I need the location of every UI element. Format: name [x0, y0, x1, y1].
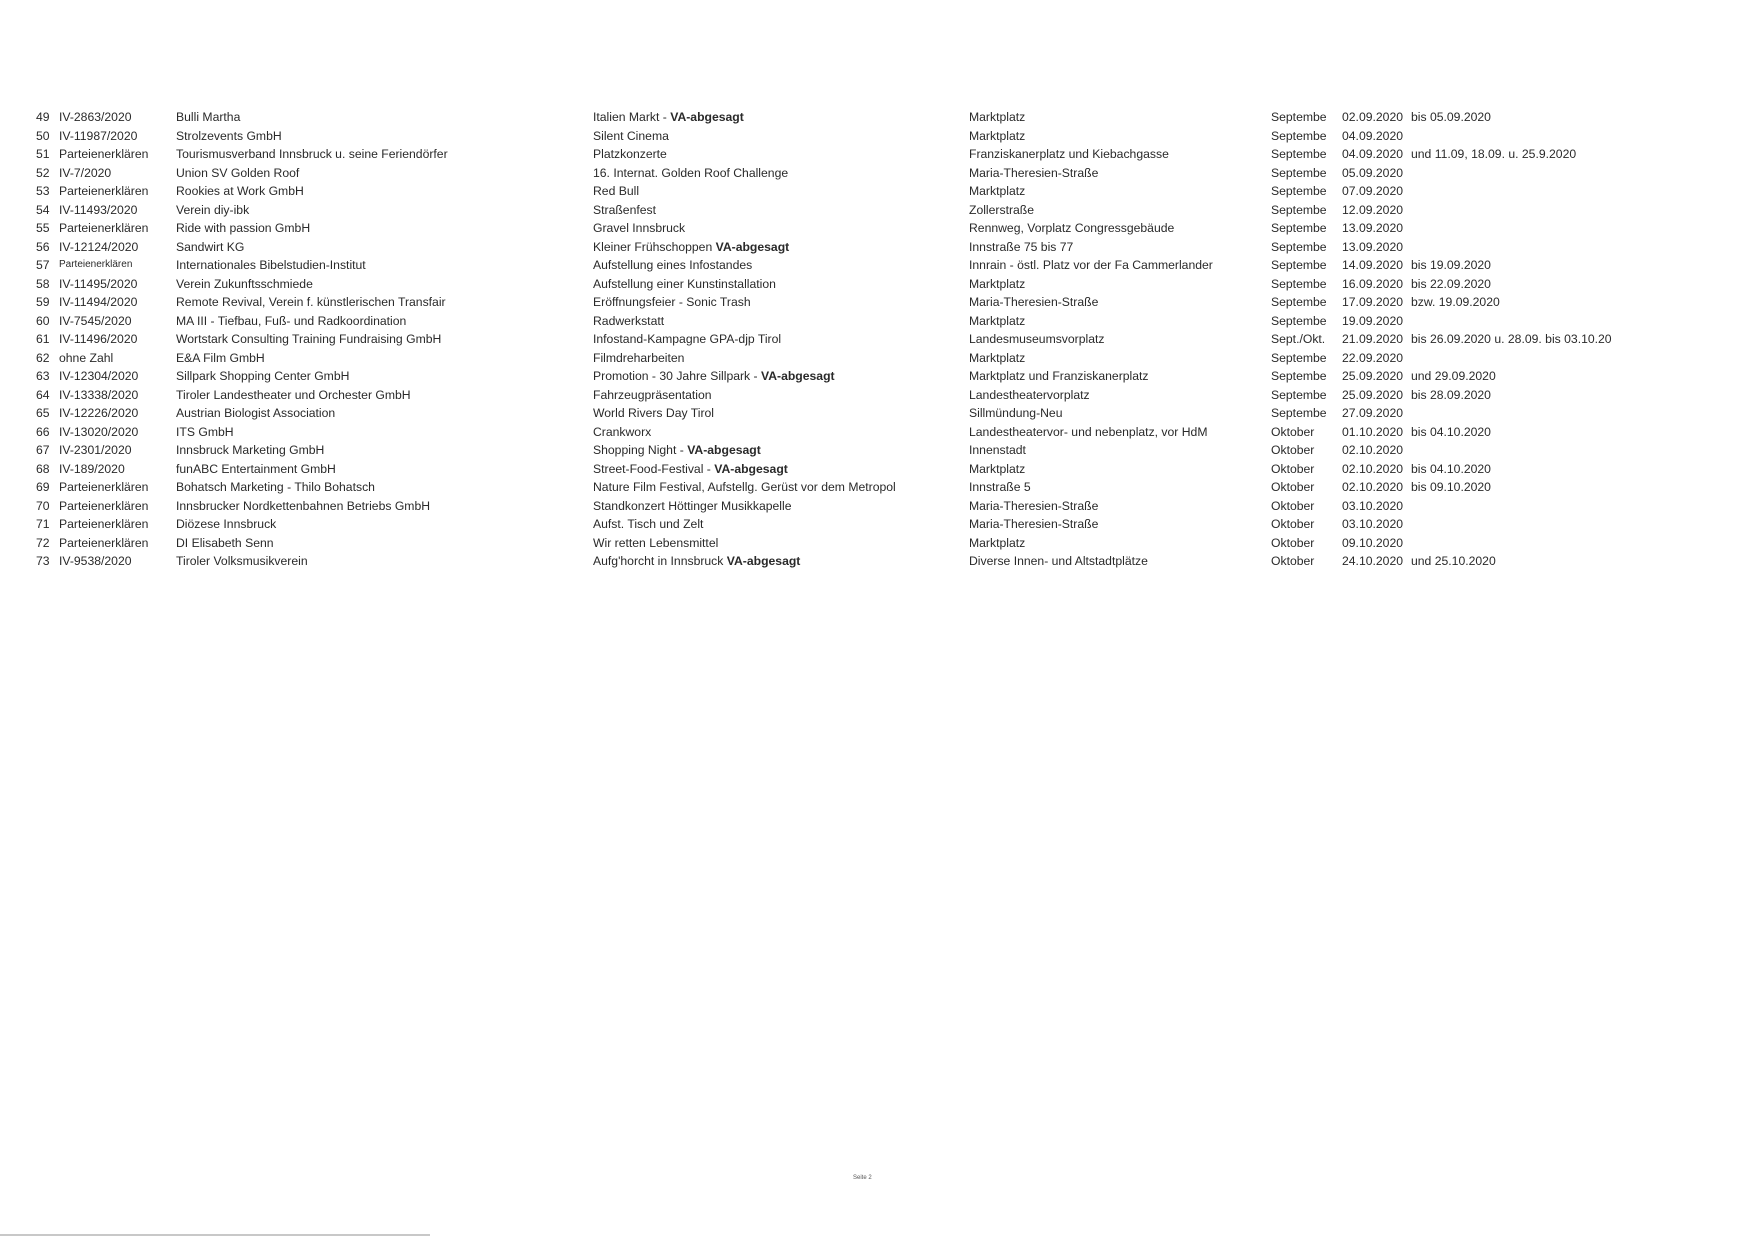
- event-table: [36, 108, 1736, 571]
- table-row: [36, 349, 1736, 368]
- file-number: Parteienerklären: [59, 147, 149, 161]
- month: Septembe: [1271, 128, 1327, 143]
- table-row: [36, 330, 1736, 349]
- location: Innenstadt: [969, 443, 1026, 457]
- event-name: Aufst. Tisch und Zelt: [593, 517, 704, 531]
- event-name: Infostand-Kampagne GPA-djp Tirol: [593, 332, 782, 346]
- month: Septembe: [1271, 239, 1327, 254]
- location: Marktplatz: [969, 184, 1026, 198]
- location: Marktplatz: [969, 276, 1026, 291]
- location: Diverse Innen- und Altstadtplätze: [969, 554, 1148, 568]
- table-row: [36, 238, 1736, 257]
- organizer: Ride with passion GmbH: [176, 221, 311, 235]
- start-date: 03.10.2020: [1342, 498, 1403, 513]
- start-date: 16.09.2020: [1342, 276, 1403, 291]
- file-number: IV-189/2020: [59, 461, 125, 476]
- location: Marktplatz: [969, 110, 1026, 124]
- start-date: 21.09.2020: [1342, 332, 1403, 346]
- file-number: IV-2863/2020: [59, 110, 132, 124]
- month: Septembe: [1271, 295, 1327, 309]
- row-number: 57: [36, 258, 50, 272]
- file-number: IV-12226/2020: [59, 406, 139, 420]
- date-extra: bis 04.10.2020: [1411, 424, 1491, 439]
- start-date: 25.09.2020: [1342, 387, 1403, 402]
- event-name: Eröffnungsfeier - Sonic Trash: [593, 295, 751, 309]
- cancelled-label: VA-abgesagt: [714, 461, 788, 476]
- file-number: IV-13020/2020: [59, 424, 139, 439]
- month: Septembe: [1271, 184, 1327, 198]
- location: Innrain - östl. Platz vor der Fa Cammerlander: [969, 258, 1213, 272]
- location: Marktplatz: [969, 535, 1026, 550]
- file-number: Parteienerklären: [59, 259, 133, 270]
- event-name: Aufstellung eines Infostandes: [593, 258, 753, 272]
- row-number: 52: [36, 165, 50, 180]
- location: Maria-Theresien-Straße: [969, 295, 1099, 309]
- row-number: 50: [36, 128, 50, 143]
- month: Oktober: [1271, 498, 1315, 513]
- file-number: IV-11496/2020: [59, 332, 138, 346]
- table-row: [36, 367, 1736, 386]
- cancelled-label: VA-abgesagt: [670, 110, 744, 124]
- file-number: IV-12124/2020: [59, 239, 139, 254]
- month: Oktober: [1271, 554, 1315, 568]
- file-number: IV-13338/2020: [59, 387, 139, 402]
- location: Marktplatz: [969, 128, 1026, 143]
- file-number: Parteienerklären: [59, 221, 149, 235]
- table-row: [36, 201, 1736, 220]
- row-number: 55: [36, 221, 50, 235]
- month: Septembe: [1271, 350, 1327, 365]
- event-name: [593, 441, 761, 460]
- event-name: Standkonzert Höttinger Musikkapelle: [593, 498, 792, 513]
- month: Septembe: [1271, 110, 1327, 124]
- date-extra: bzw. 19.09.2020: [1411, 295, 1500, 309]
- organizer: DI Elisabeth Senn: [176, 535, 274, 550]
- event-name-text: Shopping Night -: [593, 443, 688, 457]
- event-name: [593, 460, 788, 479]
- file-number: IV-2301/2020: [59, 443, 132, 457]
- event-name: Silent Cinema: [593, 128, 669, 143]
- organizer: E&A Film GmbH: [176, 350, 265, 365]
- table-row: [36, 145, 1736, 164]
- month: Septembe: [1271, 369, 1327, 383]
- location: Sillmündung-Neu: [969, 406, 1063, 420]
- location: Marktplatz: [969, 313, 1026, 328]
- event-name: Radwerkstatt: [593, 313, 665, 328]
- date-extra: bis 28.09.2020: [1411, 387, 1491, 402]
- table-row: [36, 219, 1736, 238]
- file-number: IV-9538/2020: [59, 554, 132, 568]
- row-number: 66: [36, 424, 50, 439]
- file-number: IV-11987/2020: [59, 128, 138, 143]
- event-name-text: Italien Markt -: [593, 110, 671, 124]
- row-number: 56: [36, 239, 50, 254]
- row-number: 51: [36, 147, 50, 161]
- month: Septembe: [1271, 276, 1327, 291]
- event-name: Red Bull: [593, 184, 640, 198]
- row-number: 73: [36, 554, 50, 568]
- event-name: Crankworx: [593, 424, 652, 439]
- file-number: IV-11493/2020: [59, 202, 138, 217]
- row-number: 68: [36, 461, 50, 476]
- event-name-text: Promotion - 30 Jahre Sillpark -: [593, 369, 761, 383]
- date-extra: bis 19.09.2020: [1411, 258, 1491, 272]
- start-date: 19.09.2020: [1342, 313, 1403, 328]
- month: Oktober: [1271, 480, 1315, 494]
- location: Innstraße 5: [969, 480, 1031, 494]
- month: Septembe: [1271, 147, 1327, 161]
- table-row: [36, 256, 1736, 275]
- month: Septembe: [1271, 387, 1327, 402]
- file-number: IV-7545/2020: [59, 313, 132, 328]
- organizer: Tiroler Volksmusikverein: [176, 554, 308, 568]
- location: Marktplatz: [969, 350, 1026, 365]
- event-name: Aufstellung einer Kunstinstallation: [593, 276, 776, 291]
- table-row: [36, 460, 1736, 479]
- organizer: Diözese Innsbruck: [176, 517, 277, 531]
- start-date: 22.09.2020: [1342, 350, 1403, 365]
- location: Innstraße 75 bis 77: [969, 239, 1074, 254]
- location: Maria-Theresien-Straße: [969, 498, 1099, 513]
- start-date: 25.09.2020: [1342, 369, 1403, 383]
- table-row: [36, 127, 1736, 146]
- table-row: [36, 312, 1736, 331]
- month: Septembe: [1271, 406, 1327, 420]
- row-number: 49: [36, 110, 50, 124]
- file-number: IV-11495/2020: [59, 276, 138, 291]
- date-extra: und 29.09.2020: [1411, 369, 1496, 383]
- event-name-text: Aufg'horcht in Innsbruck: [593, 554, 727, 568]
- file-number: Parteienerklären: [59, 517, 149, 531]
- start-date: 04.09.2020: [1342, 147, 1403, 161]
- file-number: Parteienerklären: [59, 498, 149, 513]
- date-extra: und 25.10.2020: [1411, 554, 1496, 568]
- organizer: Verein Zukunftsschmiede: [176, 276, 313, 291]
- event-name-text: Street-Food-Festival -: [593, 461, 715, 476]
- table-row: [36, 293, 1736, 312]
- row-number: 60: [36, 313, 50, 328]
- file-number: Parteienerklären: [59, 535, 149, 550]
- organizer: Verein diy-ibk: [176, 202, 250, 217]
- location: Landestheatervor- und nebenplatz, vor HdM: [969, 424, 1208, 439]
- row-number: 54: [36, 202, 50, 217]
- table-row: [36, 515, 1736, 534]
- start-date: 24.10.2020: [1342, 554, 1403, 568]
- location: Landesmuseumsvorplatz: [969, 332, 1105, 346]
- row-number: 69: [36, 480, 50, 494]
- organizer: Union SV Golden Roof: [176, 165, 300, 180]
- event-name: Platzkonzerte: [593, 147, 667, 161]
- event-name: 16. Internat. Golden Roof Challenge: [593, 165, 789, 180]
- row-number: 59: [36, 295, 50, 309]
- event-name: Straßenfest: [593, 202, 656, 217]
- event-name: Nature Film Festival, Aufstellg. Gerüst vor dem Metropol: [593, 480, 896, 494]
- month: Oktober: [1271, 535, 1315, 550]
- start-date: 03.10.2020: [1342, 517, 1403, 531]
- page-footer: Seite 2: [853, 1175, 872, 1181]
- row-number: 53: [36, 184, 50, 198]
- organizer: Bohatsch Marketing - Thilo Bohatsch: [176, 480, 375, 494]
- table-row: [36, 534, 1736, 553]
- table-row: [36, 164, 1736, 183]
- table-row: [36, 404, 1736, 423]
- start-date: 14.09.2020: [1342, 258, 1403, 272]
- location: Maria-Theresien-Straße: [969, 517, 1099, 531]
- location: Rennweg, Vorplatz Congressgebäude: [969, 221, 1175, 235]
- location: Franziskanerplatz und Kiebachgasse: [969, 147, 1169, 161]
- file-number: ohne Zahl: [59, 350, 114, 365]
- file-number: IV-11494/2020: [59, 295, 138, 309]
- month: Oktober: [1271, 424, 1315, 439]
- month: Septembe: [1271, 313, 1327, 328]
- month: Septembe: [1271, 202, 1327, 217]
- start-date: 05.09.2020: [1342, 165, 1403, 180]
- event-name: [593, 367, 835, 386]
- file-number: IV-7/2020: [59, 165, 112, 180]
- organizer: Internationales Bibelstudien-Institut: [176, 258, 366, 272]
- start-date: 17.09.2020: [1342, 295, 1403, 309]
- file-number: IV-12304/2020: [59, 369, 139, 383]
- row-number: 67: [36, 443, 50, 457]
- file-number: Parteienerklären: [59, 480, 149, 494]
- month: Septembe: [1271, 258, 1327, 272]
- event-name: [593, 238, 789, 257]
- table-row: [36, 275, 1736, 294]
- start-date: 01.10.2020: [1342, 424, 1403, 439]
- start-date: 13.09.2020: [1342, 239, 1403, 254]
- month: Sept./Okt.: [1271, 332, 1326, 346]
- start-date: 02.10.2020: [1342, 461, 1403, 476]
- start-date: 27.09.2020: [1342, 406, 1403, 420]
- cancelled-label: VA-abgesagt: [715, 239, 790, 254]
- organizer: Strolzevents GmbH: [176, 128, 282, 143]
- organizer: Wortstark Consulting Training Fundraising GmbH: [176, 332, 442, 346]
- start-date: 02.09.2020: [1342, 110, 1403, 124]
- row-number: 72: [36, 535, 50, 550]
- table-row: [36, 423, 1736, 442]
- table-row: [36, 386, 1736, 405]
- event-name: [593, 552, 800, 571]
- month: Septembe: [1271, 221, 1327, 235]
- month: Oktober: [1271, 461, 1315, 476]
- row-number: 64: [36, 387, 50, 402]
- cancelled-label: VA-abgesagt: [687, 443, 761, 457]
- start-date: 09.10.2020: [1342, 535, 1403, 550]
- event-name: Gravel Innsbruck: [593, 221, 686, 235]
- row-number: 70: [36, 498, 50, 513]
- organizer: Innsbrucker Nordkettenbahnen Betriebs GmbH: [176, 498, 431, 513]
- location: Marktplatz: [969, 461, 1026, 476]
- cancelled-label: VA-abgesagt: [760, 369, 835, 383]
- event-name: Filmdreharbeiten: [593, 350, 685, 365]
- event-name: World Rivers Day Tirol: [593, 406, 714, 420]
- start-date: 07.09.2020: [1342, 184, 1403, 198]
- table-row: [36, 552, 1736, 571]
- row-number: 71: [36, 517, 50, 531]
- organizer: Bulli Martha: [176, 110, 241, 124]
- table-row: [36, 108, 1736, 127]
- month: Septembe: [1271, 165, 1327, 180]
- row-number: 65: [36, 406, 50, 420]
- event-name: Fahrzeugpräsentation: [593, 387, 712, 402]
- date-extra: bis 22.09.2020: [1411, 276, 1491, 291]
- date-extra: bis 05.09.2020: [1411, 110, 1491, 124]
- event-name: Wir retten Lebensmittel: [593, 535, 719, 550]
- location: Maria-Theresien-Straße: [969, 165, 1099, 180]
- table-row: [36, 478, 1736, 497]
- organizer: Austrian Biologist Association: [176, 406, 336, 420]
- month: Oktober: [1271, 517, 1315, 531]
- start-date: 04.09.2020: [1342, 128, 1403, 143]
- start-date: 13.09.2020: [1342, 221, 1403, 235]
- organizer: Sillpark Shopping Center GmbH: [176, 369, 350, 383]
- location: Landestheatervorplatz: [969, 387, 1090, 402]
- organizer: Sandwirt KG: [176, 239, 245, 254]
- organizer: funABC Entertainment GmbH: [176, 461, 336, 476]
- row-number: 58: [36, 276, 50, 291]
- row-number: 63: [36, 369, 50, 383]
- date-extra: bis 04.10.2020: [1411, 461, 1491, 476]
- scan-edge-line: [0, 1234, 430, 1236]
- table-row: [36, 497, 1736, 516]
- table-row: [36, 441, 1736, 460]
- start-date: 02.10.2020: [1342, 443, 1403, 457]
- month: Oktober: [1271, 443, 1315, 457]
- date-extra: bis 09.10.2020: [1411, 480, 1491, 494]
- date-extra: bis 26.09.2020 u. 28.09. bis 03.10.20: [1411, 332, 1612, 346]
- cancelled-label: VA-abgesagt: [726, 554, 801, 568]
- row-number: 61: [36, 332, 50, 346]
- event-name-text: Kleiner Frühschoppen: [593, 239, 716, 254]
- start-date: 02.10.2020: [1342, 480, 1403, 494]
- event-name: [593, 108, 744, 127]
- organizer: Rookies at Work GmbH: [176, 184, 304, 198]
- organizer: Innsbruck Marketing GmbH: [176, 443, 325, 457]
- location: Zollerstraße: [969, 202, 1035, 217]
- file-number: Parteienerklären: [59, 184, 149, 198]
- organizer: Remote Revival, Verein f. künstlerischen Transfair: [176, 295, 446, 309]
- organizer: Tiroler Landestheater und Orchester GmbH: [176, 387, 411, 402]
- organizer: Tourismusverband Innsbruck u. seine Feriendörfer: [176, 147, 448, 161]
- organizer: MA III - Tiefbau, Fuß- und Radkoordination: [176, 313, 407, 328]
- location: Marktplatz und Franziskanerplatz: [969, 369, 1149, 383]
- start-date: 12.09.2020: [1342, 202, 1403, 217]
- organizer: ITS GmbH: [176, 424, 234, 439]
- row-number: 62: [36, 350, 50, 365]
- table-row: [36, 182, 1736, 201]
- date-extra: und 11.09, 18.09. u. 25.9.2020: [1411, 147, 1577, 161]
